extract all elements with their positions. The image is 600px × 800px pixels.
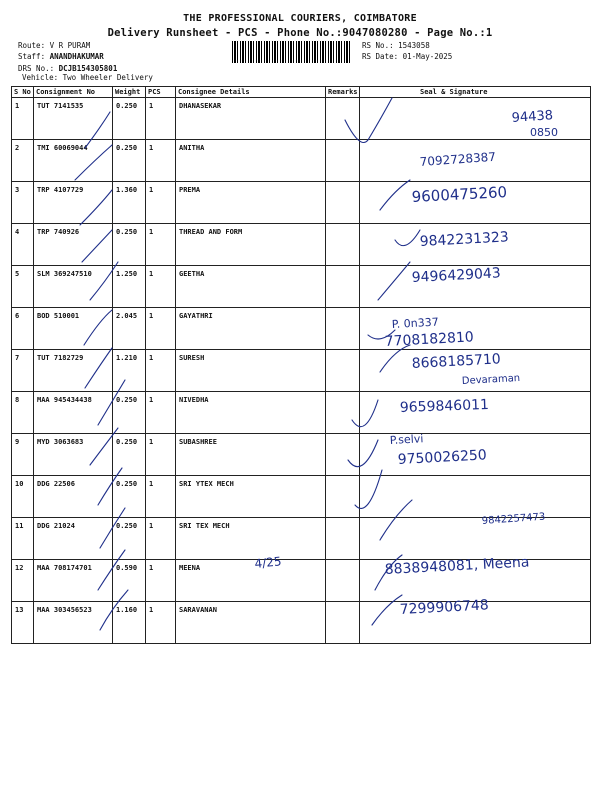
- cell-pcs: 1: [146, 182, 176, 224]
- table-row: [12, 98, 591, 140]
- hw-r1b: 0850: [530, 126, 558, 139]
- cell-weight: 0.250: [113, 518, 146, 560]
- table-row: [12, 350, 591, 392]
- cell-consignee: PREMA: [176, 182, 326, 224]
- header-sno: S No: [12, 87, 34, 98]
- cell-consignee: GAYATHRI: [176, 308, 326, 350]
- cell-sno: 7: [12, 350, 34, 392]
- cell-pcs: 1: [146, 140, 176, 182]
- cell-signature: [360, 224, 591, 266]
- cell-signature: [360, 476, 591, 518]
- cell-remarks: [326, 434, 360, 476]
- cell-consignment: TRP 740926: [34, 224, 113, 266]
- cell-remarks: [326, 476, 360, 518]
- cell-weight: 1.360: [113, 182, 146, 224]
- cell-remarks: [326, 224, 360, 266]
- cell-weight: 0.250: [113, 98, 146, 140]
- cell-remarks: [326, 266, 360, 308]
- hw-r6b: 7708182810: [384, 329, 475, 350]
- staff-line: Staff: ANANDHAKUMAR: [18, 52, 104, 61]
- header-consignee: Consignee Details: [176, 87, 326, 98]
- cell-consignee: SRI TEX MECH: [176, 518, 326, 560]
- table-row: [12, 602, 591, 644]
- runsheet-title: Delivery Runsheet - PCS - Phone No.:9047080280 - Page No.:1: [107, 27, 493, 39]
- cell-consignee: SRI YTEX MECH: [176, 476, 326, 518]
- cell-weight: 1.160: [113, 602, 146, 644]
- cell-sno: 4: [12, 224, 34, 266]
- cell-weight: 0.590: [113, 560, 146, 602]
- cell-remarks: [326, 308, 360, 350]
- runsheet-table: [11, 86, 591, 644]
- cell-pcs: 1: [146, 98, 176, 140]
- cell-consignment: TRP 4107729: [34, 182, 113, 224]
- cell-pcs: 1: [146, 476, 176, 518]
- hw-r5: 9496429043: [411, 265, 502, 286]
- drs-line: DRS No.: DCJB154305801: [18, 64, 118, 73]
- cell-weight: 1.210: [113, 350, 146, 392]
- hw-r3: 9600475260: [411, 183, 508, 206]
- cell-sno: 5: [12, 266, 34, 308]
- hw-r4: 9842231323: [419, 229, 510, 250]
- header-weight: Weight: [113, 87, 146, 98]
- cell-pcs: 1: [146, 350, 176, 392]
- cell-pcs: 1: [146, 602, 176, 644]
- cell-consignment: MAA 303456523: [34, 602, 113, 644]
- cell-signature: [360, 392, 591, 434]
- cell-consignee: ANITHA: [176, 140, 326, 182]
- cell-consignment: MYD 3063683: [34, 434, 113, 476]
- cell-signature: [360, 308, 591, 350]
- hw-r7b: Devaraman: [461, 372, 521, 387]
- cell-remarks: [326, 518, 360, 560]
- cell-signature: [360, 140, 591, 182]
- cell-consignee: DHANASEKAR: [176, 98, 326, 140]
- barcode: [232, 41, 350, 63]
- hw-r9: P.selvi: [389, 432, 424, 447]
- cell-consignment: MAA 708174701: [34, 560, 113, 602]
- company-title: THE PROFESSIONAL COURIERS, COIMBATORE: [183, 13, 417, 24]
- cell-consignment: SLM 369247510: [34, 266, 113, 308]
- hw-r6: P. 0n337: [391, 315, 439, 331]
- cell-consignee: SARAVANAN: [176, 602, 326, 644]
- cell-consignee: THREAD AND FORM: [176, 224, 326, 266]
- cell-sno: 1: [12, 98, 34, 140]
- cell-pcs: 1: [146, 308, 176, 350]
- header-remarks: Remarks: [326, 87, 360, 98]
- cell-sno: 3: [12, 182, 34, 224]
- cell-sno: 11: [12, 518, 34, 560]
- cell-sno: 2: [12, 140, 34, 182]
- table-row: [12, 560, 591, 602]
- cell-sno: 9: [12, 434, 34, 476]
- cell-signature: [360, 560, 591, 602]
- hw-r13: 7299906748: [399, 597, 490, 618]
- cell-sno: 6: [12, 308, 34, 350]
- cell-pcs: 1: [146, 392, 176, 434]
- table-row: [12, 518, 591, 560]
- rs-date-line: RS Date: 01-May-2025: [362, 52, 453, 61]
- cell-pcs: 1: [146, 518, 176, 560]
- cell-weight: 2.045: [113, 308, 146, 350]
- cell-signature: [360, 518, 591, 560]
- cell-signature: [360, 266, 591, 308]
- cell-consignment: BOD 510001: [34, 308, 113, 350]
- cell-pcs: 1: [146, 266, 176, 308]
- cell-weight: 0.250: [113, 224, 146, 266]
- vehicle-line: Vehicle: Two Wheeler Delivery: [22, 73, 153, 82]
- cell-weight: 0.250: [113, 392, 146, 434]
- cell-consignment: DDG 22506: [34, 476, 113, 518]
- table-row: [12, 224, 591, 266]
- table-row: [12, 140, 591, 182]
- table-row: [12, 308, 591, 350]
- header-consignment: Consignment No: [34, 87, 113, 98]
- table-row: [12, 434, 591, 476]
- hw-r2: 7092728387: [419, 149, 497, 169]
- cell-sno: 13: [12, 602, 34, 644]
- cell-signature: [360, 434, 591, 476]
- cell-pcs: 1: [146, 224, 176, 266]
- cell-weight: 0.250: [113, 434, 146, 476]
- cell-consignment: TMI 60069044: [34, 140, 113, 182]
- cell-remarks: [326, 392, 360, 434]
- cell-consignment: TUT 7182729: [34, 350, 113, 392]
- hw-r1: 94438: [511, 108, 554, 126]
- cell-pcs: 1: [146, 560, 176, 602]
- rs-no-line: RS No.: 1543058: [362, 41, 430, 50]
- cell-pcs: 1: [146, 434, 176, 476]
- table-row: [12, 182, 591, 224]
- cell-consignment: TUT 7141535: [34, 98, 113, 140]
- cell-weight: 0.250: [113, 476, 146, 518]
- hw-r8: 9659846011: [399, 396, 490, 416]
- hw-r12note: 4/25: [253, 554, 283, 571]
- table-row: [12, 266, 591, 308]
- cell-weight: 0.250: [113, 140, 146, 182]
- cell-sno: 8: [12, 392, 34, 434]
- cell-consignee: MEENA: [176, 560, 326, 602]
- cell-signature: [360, 350, 591, 392]
- cell-consignee: SURESH: [176, 350, 326, 392]
- cell-consignment: MAA 945434438: [34, 392, 113, 434]
- cell-sno: 12: [12, 560, 34, 602]
- table-header-row: [12, 87, 591, 98]
- hw-r12: 8838948081, Meena: [384, 554, 530, 578]
- cell-remarks: [326, 98, 360, 140]
- cell-consignee: GEETHA: [176, 266, 326, 308]
- cell-consignee: NIVEDHA: [176, 392, 326, 434]
- cell-sno: 10: [12, 476, 34, 518]
- header-pcs: PCS: [146, 87, 176, 98]
- hw-r11: 9842257473: [481, 511, 546, 527]
- cell-weight: 1.250: [113, 266, 146, 308]
- cell-remarks: [326, 182, 360, 224]
- cell-consignee: SUBASHREE: [176, 434, 326, 476]
- hw-r7: 8668185710: [411, 351, 502, 372]
- cell-signature: [360, 182, 591, 224]
- table-row: [12, 392, 591, 434]
- table-row: [12, 476, 591, 518]
- cell-remarks: [326, 350, 360, 392]
- cell-consignment: DDG 21024: [34, 518, 113, 560]
- cell-signature: [360, 98, 591, 140]
- cell-remarks: [326, 560, 360, 602]
- route-line: Route: V R PURAM: [18, 41, 91, 50]
- hw-r9b: 9750026250: [397, 447, 488, 468]
- cell-remarks: [326, 140, 360, 182]
- cell-remarks: [326, 602, 360, 644]
- cell-signature: [360, 602, 591, 644]
- header-signature: Seal & Signature: [360, 87, 591, 98]
